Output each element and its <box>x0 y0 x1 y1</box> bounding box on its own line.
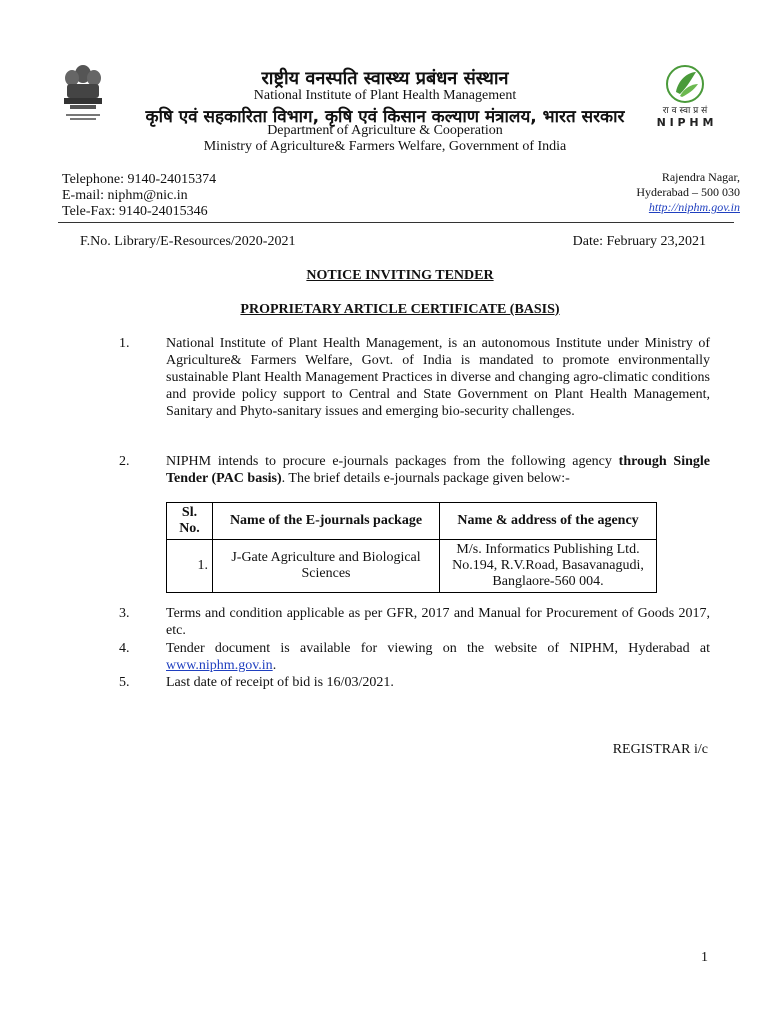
agency-line: M/s. Informatics Publishing Ltd. <box>456 542 640 557</box>
table-header-row <box>167 503 657 540</box>
table-header-package: Name of the E-journals package <box>213 503 440 540</box>
item-text-institute-mandate: National Institute of Plant Health Management, is an autonomous Institute under Ministry of Agriculture& Farmers Welfare, Govt. of India is mandated to promote environmentally sustainable Plant Health Management Practices in diverse and changing agro-climatic conditions and provide policy support to Central and State Government on Plant Health Management, Sanitary and Phyto-sanitary issues and emerging bio-security challenges. <box>166 336 710 419</box>
pac-heading: PROPRIETARY ARTICLE CERTIFICATE (BASIS) <box>240 302 560 317</box>
contact-block <box>62 172 216 220</box>
telefax-text: Tele-Fax: 9140-24015346 <box>62 204 208 219</box>
item-text-bold: through Single Tender (PAC basis) <box>166 454 710 486</box>
item-text-last-date: Last date of receipt of bid is 16/03/2021. <box>166 675 394 690</box>
header-divider <box>58 222 734 223</box>
page-number: 1 <box>701 950 708 965</box>
english-institute-title: National Institute of Plant Health Management <box>253 88 517 103</box>
hindi-ministry-title: कृषि एवं सहकारिता विभाग, कृषि एवं किसान कल्याण मंत्रालय, भारत सरकार <box>145 107 625 127</box>
item-number: 2. <box>119 454 130 469</box>
table-header-agency: Name & address of the agency <box>440 503 657 540</box>
niphm-website-link[interactable]: www.niphm.gov.in <box>166 658 273 673</box>
item-text-terms: Terms and condition applicable as per GFR, 2017 and Manual for Procurement of Goods 2017, etc. <box>166 606 710 638</box>
address-line-1: Rajendra Nagar, <box>661 170 740 184</box>
agency-line: No.194, R.V.Road, Basavanagudi, <box>452 558 644 573</box>
notice-heading: NOTICE INVITING TENDER <box>306 268 494 283</box>
hindi-institute-title: राष्ट्रीय वनस्पति स्वास्थ्य प्रबंधन संस्थान <box>261 68 509 89</box>
table-cell-sl: 1. <box>167 540 213 593</box>
email-text: E-mail: niphm@nic.in <box>62 188 188 203</box>
file-number: F.No. Library/E-Resources/2020-2021 <box>80 234 296 249</box>
item-number: 1. <box>119 336 130 351</box>
department-title: Department of Agriculture & Cooperation <box>267 123 503 138</box>
item-text-tender-document <box>166 640 710 674</box>
table-cell-package: J-Gate Agriculture and Biological Sciences <box>213 540 440 593</box>
item-text-part: NIPHM intends to procure e-journals packages from the following agency <box>166 454 619 469</box>
item-number: 5. <box>119 675 130 690</box>
table-cell-agency <box>440 540 657 593</box>
item-text-procurement <box>166 453 710 487</box>
logo-hindi-text: रा व स्वा प्र सं <box>662 106 708 116</box>
item-number: 3. <box>119 606 130 621</box>
table-header-sl: Sl. No. <box>167 503 213 540</box>
tender-table <box>166 502 657 593</box>
table-row <box>167 540 657 593</box>
address-block <box>636 170 740 215</box>
logo-english-text: N I P H M <box>656 116 714 129</box>
registrar-signature: REGISTRAR i/c <box>612 742 708 757</box>
notice-date: Date: February 23,2021 <box>572 234 706 249</box>
address-line-2: Hyderabad – 500 030 <box>636 185 740 199</box>
ministry-title: Ministry of Agriculture& Farmers Welfare, Government of India <box>203 139 567 154</box>
item-number: 4. <box>119 641 130 656</box>
item-text-part: . <box>272 658 277 673</box>
item-text-part: . The brief details e-journals package given below:- <box>281 471 570 486</box>
website-link[interactable]: http://niphm.gov.in <box>648 200 740 214</box>
item-text-part: Tender document is available for viewing on the website of NIPHM, Hyderabad at <box>166 641 710 656</box>
agency-line: Banglaore-560 004. <box>492 574 604 589</box>
telephone-text: Telephone: 9140-24015374 <box>62 172 217 187</box>
